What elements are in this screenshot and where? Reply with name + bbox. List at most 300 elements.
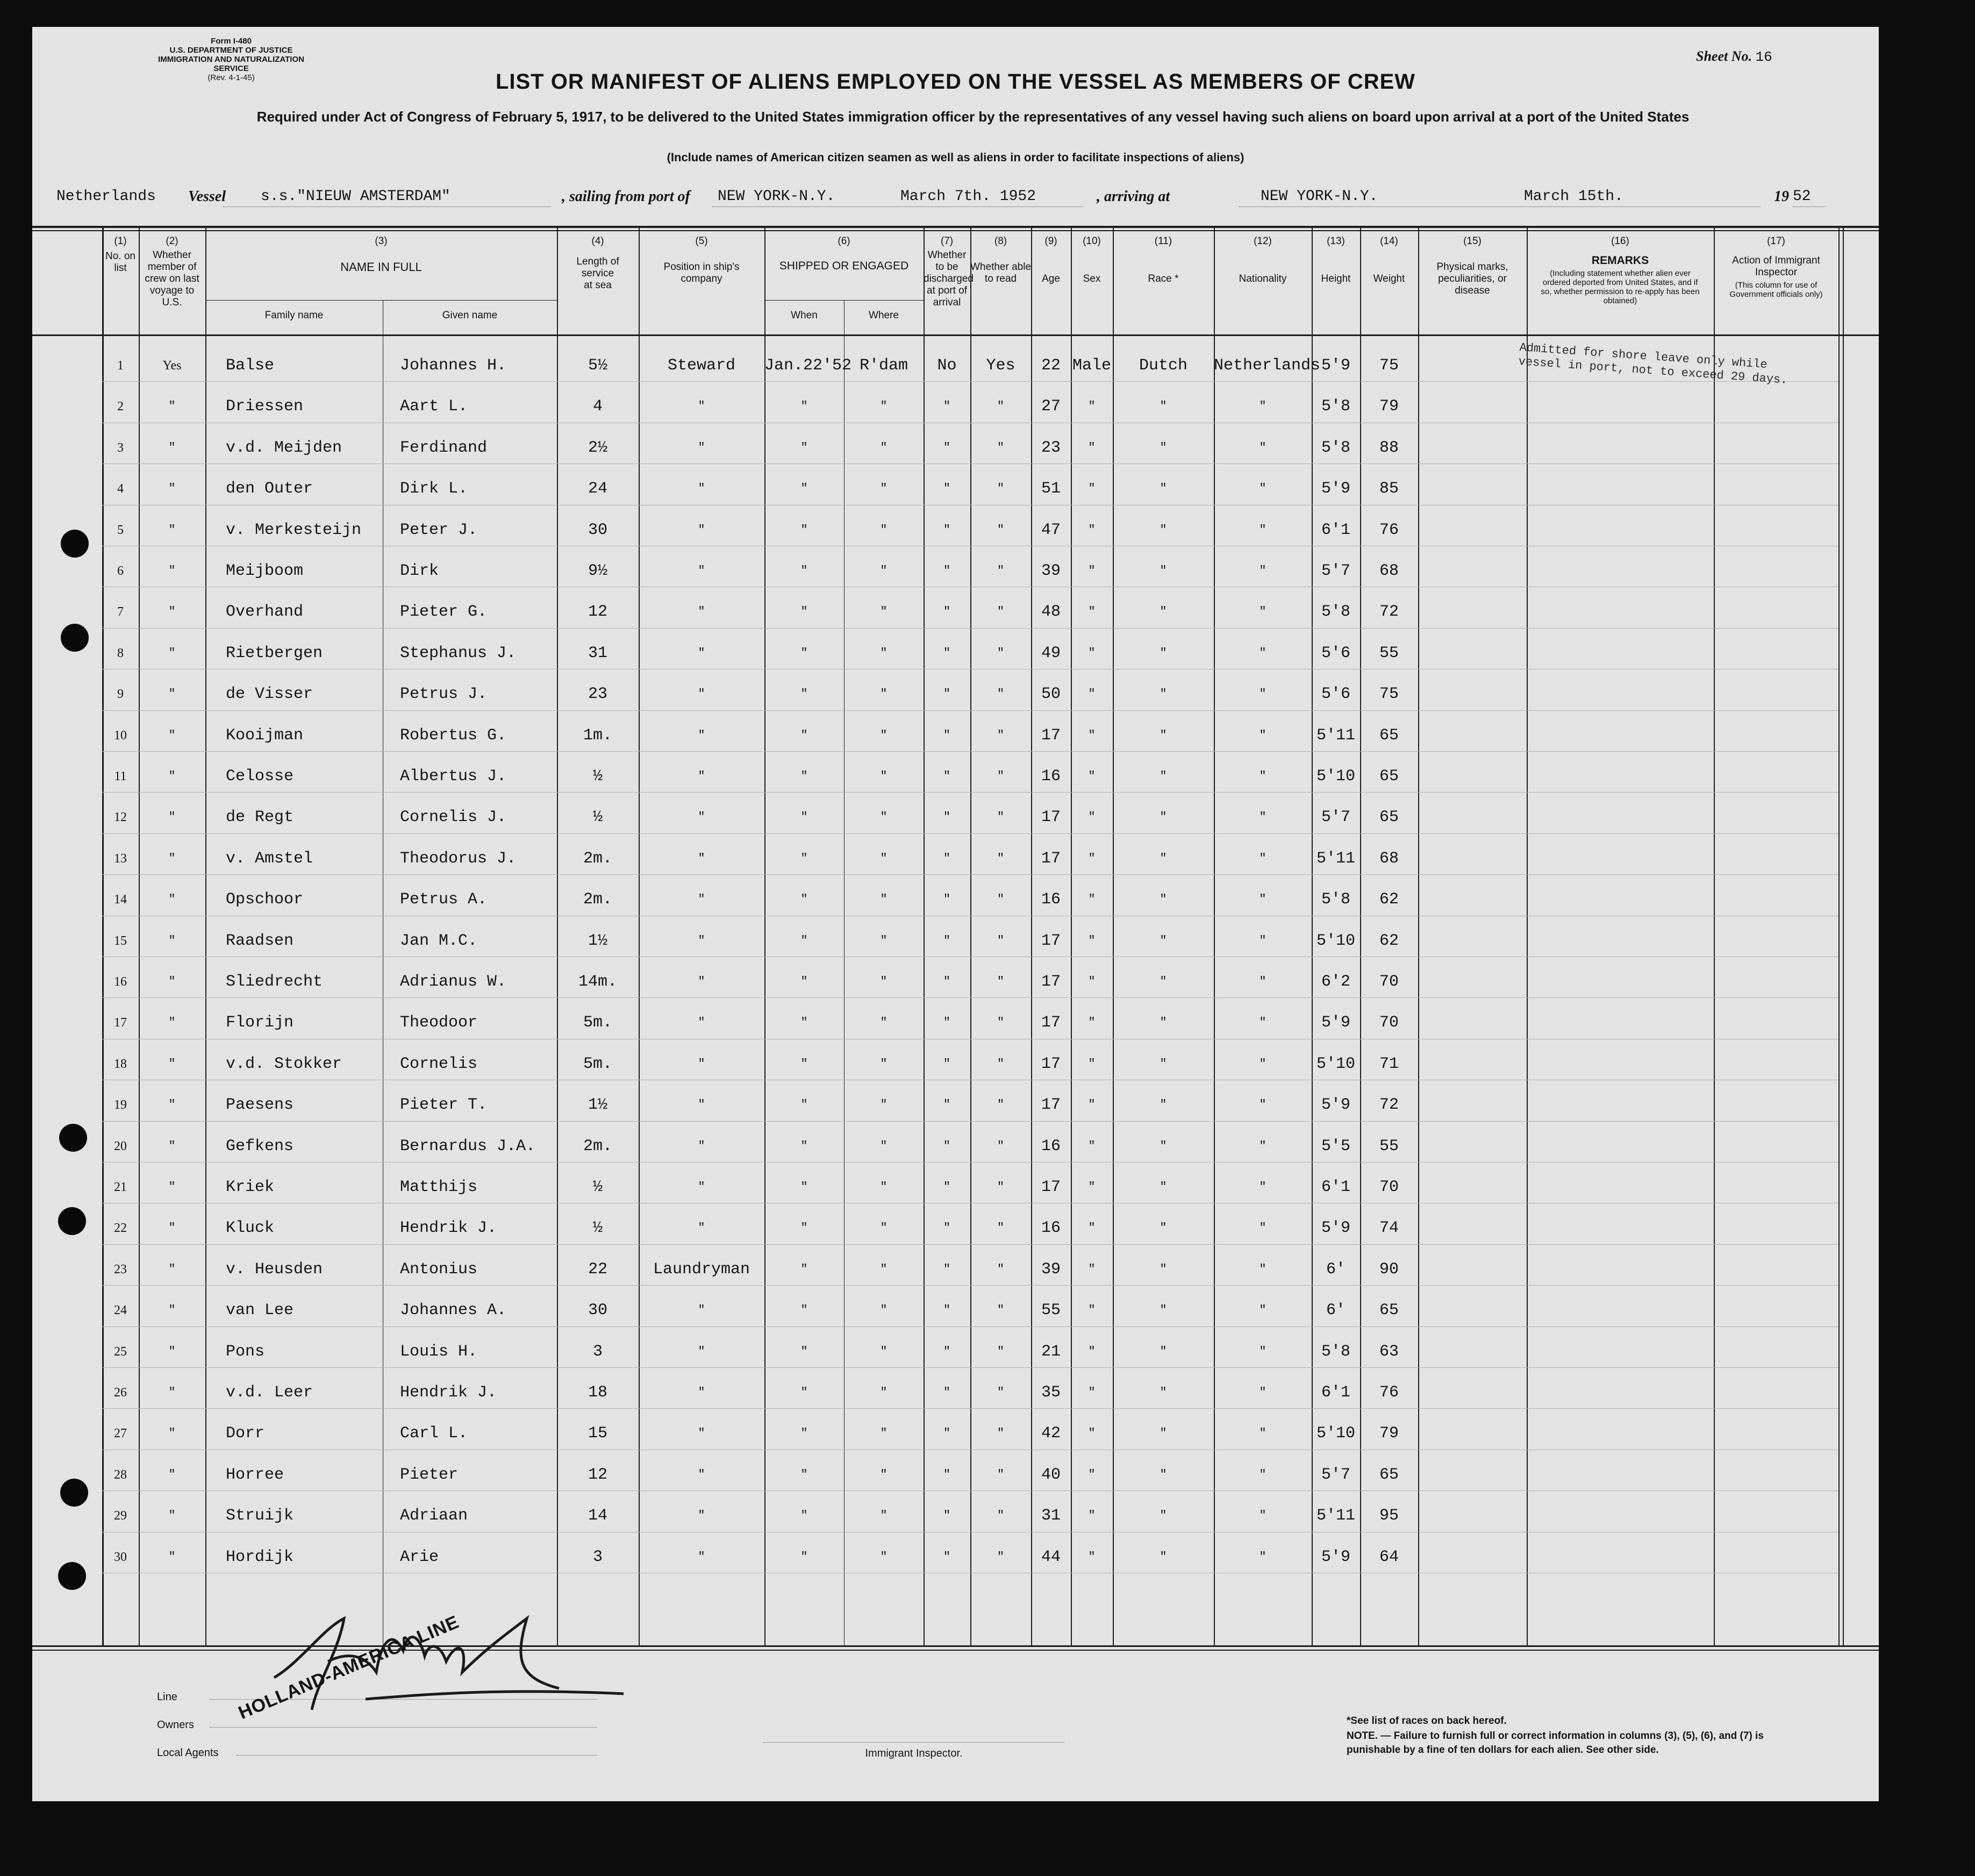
ditto-mark: " [698, 1386, 705, 1399]
ditto-mark: " [168, 810, 176, 824]
age: 17 [1041, 808, 1061, 827]
ditto-mark: " [1259, 482, 1266, 496]
ditto-mark: " [698, 933, 705, 947]
form-revision: (Rev. 4-1-45) [207, 73, 255, 82]
ditto-mark: " [943, 769, 951, 783]
immigrant-inspector-label: Immigrant Inspector. [865, 1747, 963, 1759]
row-number: 27 [114, 1426, 127, 1441]
ditto-mark: " [168, 605, 176, 619]
ditto-mark: " [698, 687, 705, 701]
age: 17 [1041, 1054, 1061, 1073]
family-name: v.d. Meijden [226, 438, 342, 457]
ditto-mark: " [1259, 1057, 1266, 1071]
ditto-mark: " [698, 893, 705, 907]
ditto-mark: " [1160, 687, 1167, 701]
ditto-mark: " [168, 728, 176, 742]
ditto-mark: " [880, 605, 888, 619]
ditto-mark: " [698, 1221, 705, 1235]
row-number: 12 [114, 810, 127, 825]
ditto-mark: " [880, 1016, 888, 1030]
height: 5'9 [1321, 1547, 1350, 1566]
arrival-year-prefix: 19 [1774, 188, 1789, 205]
row-number: 25 [114, 1344, 127, 1359]
ditto-mark: " [698, 975, 705, 988]
age: 31 [1041, 1507, 1061, 1525]
ditto-mark: " [1088, 523, 1096, 537]
col-15-header: (15) Physical marks, peculiarities, or disease [1436, 236, 1508, 296]
family-name: Hordijk [226, 1547, 294, 1566]
sheet-label: Sheet No. [1696, 48, 1752, 64]
ditto-mark: " [1088, 605, 1096, 619]
given-name: Adriaan [400, 1507, 468, 1525]
service-length: 30 [588, 1301, 607, 1320]
ditto-mark: " [997, 893, 1005, 907]
ditto-mark: " [943, 400, 951, 413]
holland-america-stamp: HOLLAND-AMERICA LINE [235, 1611, 462, 1723]
ditto-mark: " [943, 893, 951, 907]
ditto-mark: " [1088, 1467, 1096, 1481]
ditto-mark: " [1088, 1221, 1096, 1235]
ditto-mark: " [880, 810, 888, 824]
age: 22 [1041, 356, 1061, 375]
ditto-mark: " [1088, 1509, 1096, 1523]
ditto-mark: " [698, 728, 705, 742]
ditto-mark: " [800, 482, 808, 496]
given-name: Theodoor [400, 1014, 478, 1032]
voyage-line [56, 188, 1841, 210]
ditto-mark: " [698, 1303, 705, 1317]
punch-hole [61, 530, 89, 558]
ditto-mark: " [800, 1344, 808, 1358]
ditto-mark: " [168, 1016, 176, 1030]
ditto-mark: " [1088, 1386, 1096, 1399]
age: 17 [1041, 1096, 1061, 1115]
ditto-mark: " [800, 1386, 808, 1399]
given-name: Matthijs [400, 1178, 478, 1196]
height: 6'1 [1321, 520, 1350, 539]
family-name: Sliedrecht [226, 973, 323, 991]
punch-hole [58, 1562, 86, 1590]
sex: Male [1072, 356, 1111, 375]
ditto-mark: " [880, 893, 888, 907]
row-number: 11 [114, 769, 127, 783]
row-number: 21 [114, 1180, 127, 1194]
row-number: 16 [114, 975, 127, 989]
weight: 65 [1379, 1301, 1399, 1320]
ditto-mark: " [800, 851, 808, 865]
ditto-mark: " [943, 1386, 951, 1399]
ditto-mark: " [997, 646, 1005, 660]
given-name: Johannes H. [400, 356, 507, 375]
form-title: LIST OR MANIFEST OF ALIENS EMPLOYED ON THE VESSEL AS MEMBERS OF CREW [495, 70, 1416, 94]
ditto-mark: " [800, 687, 808, 701]
ditto-mark: " [800, 769, 808, 783]
ditto-mark: " [1088, 851, 1096, 865]
ditto-mark: " [1259, 1221, 1266, 1235]
height: 5'8 [1321, 1342, 1350, 1361]
ditto-mark: " [943, 1344, 951, 1358]
ditto-mark: " [698, 1180, 705, 1194]
ditto-mark: " [168, 769, 176, 783]
ditto-mark: " [1160, 1221, 1167, 1235]
height: 5'7 [1321, 562, 1350, 580]
vessel-flag: Netherlands [56, 188, 156, 205]
ditto-mark: " [1088, 1344, 1096, 1358]
service-length: 4 [592, 397, 603, 416]
weight: 90 [1379, 1260, 1399, 1279]
height: 5'11 [1316, 849, 1355, 868]
family-name: Florijn [226, 1014, 294, 1032]
ditto-mark: " [698, 1016, 705, 1030]
age: 35 [1041, 1383, 1061, 1402]
ditto-mark: " [1088, 893, 1096, 907]
family-name: Dorr [226, 1424, 265, 1443]
ditto-mark: " [800, 605, 808, 619]
ditto-mark: " [1088, 1098, 1096, 1112]
form-subtitle: Required under Act of Congress of February 5, 1917, to be delivered to the United States immigration officer by the representatives of any vessel having such aliens on board upon arrival at a port of the United States [256, 109, 1690, 125]
age: 48 [1041, 603, 1061, 622]
ditto-mark: " [800, 1426, 808, 1440]
ditto-mark: " [1259, 440, 1266, 454]
ditto-mark: " [698, 851, 705, 865]
ditto-mark: " [943, 605, 951, 619]
ditto-mark: " [168, 440, 176, 454]
given-name: Bernardus J.A. [400, 1137, 536, 1155]
ditto-mark: " [1160, 728, 1167, 742]
col-7-header: (7) Whether to be discharged at port of arrival [924, 236, 974, 308]
col-16-header: (16) REMARKS (Including statement whether alien ever ordered deported from United States, and if so, whether permission to re-apply has been obtained) [1541, 236, 1700, 305]
ditto-mark: " [997, 810, 1005, 824]
ditto-mark: " [943, 1057, 951, 1071]
ditto-mark: " [698, 646, 705, 660]
ditto-mark: " [1088, 646, 1096, 660]
given-name: Stephanus J. [400, 644, 517, 662]
ditto-mark: " [698, 1426, 705, 1440]
col-8-header: (8) Whether able to read [970, 236, 1032, 284]
weight: 65 [1379, 767, 1399, 786]
col-4-header: (4) Length of service at sea [576, 236, 619, 291]
weight: 70 [1379, 1014, 1399, 1032]
ditto-mark: " [1259, 1467, 1266, 1481]
ditto-mark: " [1259, 1180, 1266, 1194]
ditto-mark: " [997, 728, 1005, 742]
ditto-mark: " [168, 1426, 176, 1440]
service-length: 12 [588, 603, 607, 622]
given-name: Dirk L. [400, 480, 468, 498]
ditto-mark: " [168, 1467, 176, 1481]
ditto-mark: " [1088, 1016, 1096, 1030]
ditto-mark: " [800, 523, 808, 537]
age: 16 [1041, 890, 1061, 909]
height: 5'5 [1321, 1137, 1350, 1155]
ditto-mark: " [800, 1221, 808, 1235]
ditto-mark: " [1088, 1180, 1096, 1194]
vessel-name: s.s."NIEUW AMSTERDAM" [261, 188, 450, 205]
ditto-mark: " [800, 1467, 808, 1481]
ditto-mark: " [168, 1550, 176, 1564]
row-number: 29 [114, 1509, 127, 1523]
ditto-mark: " [698, 1344, 705, 1358]
ditto-mark: " [1160, 1509, 1167, 1523]
family-name: de Regt [226, 808, 294, 827]
age: 21 [1041, 1342, 1061, 1361]
ditto-mark: " [880, 440, 888, 454]
ditto-mark: " [698, 810, 705, 824]
ditto-mark: " [168, 1386, 176, 1399]
ditto-mark: " [1259, 1386, 1266, 1399]
col-3-header: (3) NAME IN FULL [340, 236, 422, 274]
ditto-mark: " [880, 1139, 888, 1153]
service-length: 30 [588, 520, 607, 539]
ditto-mark: " [1259, 1509, 1266, 1523]
given-name: Petrus A. [400, 890, 488, 909]
ditto-mark: " [880, 400, 888, 413]
ditto-mark: " [997, 933, 1005, 947]
ditto-mark: " [800, 893, 808, 907]
ditto-mark: " [168, 1057, 176, 1071]
ditto-mark: " [1088, 769, 1096, 783]
given-name: Peter J. [400, 520, 478, 539]
ditto-mark: " [943, 810, 951, 824]
col-11-header: (11) Race * [1148, 236, 1179, 284]
ditto-mark: " [800, 810, 808, 824]
arriving-label: , arriving at [1097, 188, 1170, 205]
nationality: Netherlands [1214, 356, 1321, 375]
weight: 75 [1379, 356, 1399, 375]
race: Dutch [1139, 356, 1187, 375]
ditto-mark: " [800, 728, 808, 742]
height: 6' [1326, 1301, 1346, 1320]
col-6-header: (6) SHIPPED OR ENGAGED [779, 236, 909, 272]
ditto-mark: " [1160, 975, 1167, 988]
family-name: Balse [226, 356, 275, 375]
row-number: 13 [114, 851, 127, 866]
able-to-read: Yes [986, 356, 1015, 375]
col-1-header: (1) No. on list [105, 236, 135, 274]
ditto-mark: " [698, 482, 705, 496]
height: 5'10 [1316, 931, 1355, 950]
ditto-mark: " [1160, 400, 1167, 413]
age: 40 [1041, 1465, 1061, 1484]
ditto-mark: " [880, 769, 888, 783]
ditto-mark: " [997, 482, 1005, 496]
family-name: v.d. Stokker [226, 1054, 342, 1073]
col-5-header: (5) Position in ship's company [663, 236, 740, 284]
ditto-mark: " [1160, 893, 1167, 907]
weight: 65 [1379, 726, 1399, 745]
ditto-mark: " [1259, 605, 1266, 619]
punch-hole [61, 624, 89, 652]
ditto-mark: " [997, 1303, 1005, 1317]
line-label: Line [157, 1691, 177, 1703]
family-name: v. Heusden [226, 1260, 323, 1279]
row-number: 6 [117, 564, 124, 578]
ditto-mark: " [1259, 1098, 1266, 1112]
ditto-mark: " [880, 1303, 888, 1317]
row-number: 18 [114, 1057, 127, 1071]
ditto-mark: " [997, 1509, 1005, 1523]
ditto-mark: " [1088, 1262, 1096, 1276]
given-name: Hendrik J. [400, 1383, 497, 1402]
service-length: 2m. [583, 890, 612, 909]
ditto-mark: " [997, 1180, 1005, 1194]
ditto-mark: " [997, 769, 1005, 783]
ditto-mark: " [1259, 728, 1266, 742]
family-name: Overhand [226, 603, 304, 622]
col-12-header: (12) Nationality [1239, 236, 1287, 284]
height: 5'10 [1316, 767, 1355, 786]
family-name: v. Merkesteijn [226, 520, 362, 539]
age: 16 [1041, 1219, 1061, 1238]
col-6a-header: When [791, 310, 818, 321]
ditto-mark: " [1160, 1426, 1167, 1440]
ditto-mark: " [943, 482, 951, 496]
ditto-mark: " [1160, 482, 1167, 496]
service-length: 12 [588, 1465, 607, 1484]
height: 5'10 [1316, 1054, 1355, 1073]
ditto-mark: " [880, 1262, 888, 1276]
ditto-mark: " [943, 1303, 951, 1317]
row-number: 2 [117, 400, 124, 414]
ditto-mark: " [1088, 440, 1096, 454]
given-name: Hendrik J. [400, 1219, 497, 1238]
ditto-mark: " [1088, 400, 1096, 413]
ditto-mark: " [168, 687, 176, 701]
ditto-mark: " [943, 1180, 951, 1194]
height: 6'2 [1321, 973, 1350, 991]
form-dept: U.S. DEPARTMENT OF JUSTICE [169, 46, 293, 55]
ditto-mark: " [943, 1221, 951, 1235]
family-name: Pons [226, 1342, 265, 1361]
age: 49 [1041, 644, 1061, 662]
ditto-mark: " [168, 1344, 176, 1358]
weight: 65 [1379, 1465, 1399, 1484]
ditto-mark: " [943, 1550, 951, 1564]
ditto-mark: " [880, 1550, 888, 1564]
family-name: v.d. Leer [226, 1383, 313, 1402]
ditto-mark: " [880, 851, 888, 865]
height: 5'9 [1321, 1014, 1350, 1032]
weight: 85 [1379, 480, 1399, 498]
weight: 76 [1379, 1383, 1399, 1402]
ditto-mark: " [997, 1262, 1005, 1276]
ditto-mark: " [880, 564, 888, 577]
given-name: Antonius [400, 1260, 478, 1279]
family-name: Kooijman [226, 726, 304, 745]
col-9-header: (9) Age [1042, 236, 1060, 284]
ditto-mark: " [1160, 1303, 1167, 1317]
punch-hole [58, 1207, 86, 1235]
ditto-mark: " [997, 1098, 1005, 1112]
ditto-mark: " [1088, 1550, 1096, 1564]
ditto-mark: " [1160, 810, 1167, 824]
ditto-mark: " [880, 728, 888, 742]
service-length: 2½ [588, 438, 607, 457]
ditto-mark: " [1088, 810, 1096, 824]
ditto-mark: " [698, 564, 705, 577]
discharged: No [937, 356, 957, 375]
age: 16 [1041, 1137, 1061, 1155]
ditto-mark: " [997, 975, 1005, 988]
ditto-mark: " [800, 400, 808, 413]
row-number: 9 [117, 687, 124, 702]
service-length: 1½ [588, 1096, 607, 1115]
ditto-mark: " [1259, 933, 1266, 947]
ditto-mark: " [943, 564, 951, 577]
age: 44 [1041, 1547, 1061, 1566]
ditto-mark: " [943, 687, 951, 701]
ditto-mark: " [168, 564, 176, 577]
ditto-mark: " [880, 1221, 888, 1235]
ditto-mark: " [168, 1303, 176, 1317]
given-name: Adrianus W. [400, 973, 507, 991]
ditto-mark: " [943, 523, 951, 537]
row-number: 14 [114, 893, 127, 907]
ditto-mark: " [880, 1426, 888, 1440]
ditto-mark: " [800, 1303, 808, 1317]
punch-hole [59, 1124, 87, 1152]
service-length: 22 [588, 1260, 607, 1279]
ditto-mark: " [1160, 1098, 1167, 1112]
ditto-mark: " [1259, 1139, 1266, 1153]
weight: 72 [1379, 603, 1399, 622]
weight: 79 [1379, 397, 1399, 416]
height: 5'11 [1316, 726, 1355, 745]
service-length: 31 [588, 644, 607, 662]
ditto-mark: " [1088, 728, 1096, 742]
ditto-mark: " [1160, 564, 1167, 577]
ditto-mark: " [800, 1057, 808, 1071]
ditto-mark: " [800, 1139, 808, 1153]
col-13-header: (13) Height [1321, 236, 1351, 284]
manifest-sheet [32, 27, 1879, 1801]
weight: 55 [1379, 644, 1399, 662]
row-number: 20 [114, 1139, 127, 1153]
departure-port: NEW YORK-N.Y. [718, 188, 835, 205]
weight: 62 [1379, 931, 1399, 950]
col-17-header: (17) Action of Immigrant Inspector (This column for use of Government officials only) [1729, 236, 1823, 299]
given-name: Ferdinand [400, 438, 488, 457]
service-length: 18 [588, 1383, 607, 1402]
row-number: 4 [117, 482, 124, 496]
given-name: Johannes A. [400, 1301, 507, 1320]
service-length: 3 [592, 1342, 603, 1361]
service-length: 14m. [578, 973, 617, 991]
ditto-mark: " [943, 728, 951, 742]
age: 55 [1041, 1301, 1061, 1320]
col-2-header: (2) Whether member of crew on last voyage to U.S. [145, 236, 199, 308]
ditto-mark: " [880, 523, 888, 537]
ditto-mark: " [1160, 1344, 1167, 1358]
ditto-mark: " [997, 1016, 1005, 1030]
ditto-mark: " [698, 1057, 705, 1071]
form-service: IMMIGRATION AND NATURALIZATION SERVICE [158, 55, 304, 73]
ditto-mark: " [1259, 400, 1266, 413]
ditto-mark: " [880, 1098, 888, 1112]
vessel-label: Vessel [188, 188, 226, 205]
ditto-mark: " [943, 1139, 951, 1153]
ditto-mark: " [880, 933, 888, 947]
family-name: van Lee [226, 1301, 294, 1320]
ditto-mark: " [168, 1509, 176, 1523]
ditto-mark: " [800, 975, 808, 988]
ditto-mark: " [1259, 523, 1266, 537]
ditto-mark: " [1259, 769, 1266, 783]
ditto-mark: " [168, 523, 176, 537]
given-name: Carl L. [400, 1424, 468, 1443]
service-length: 5m. [583, 1014, 612, 1032]
ditto-mark: " [997, 523, 1005, 537]
